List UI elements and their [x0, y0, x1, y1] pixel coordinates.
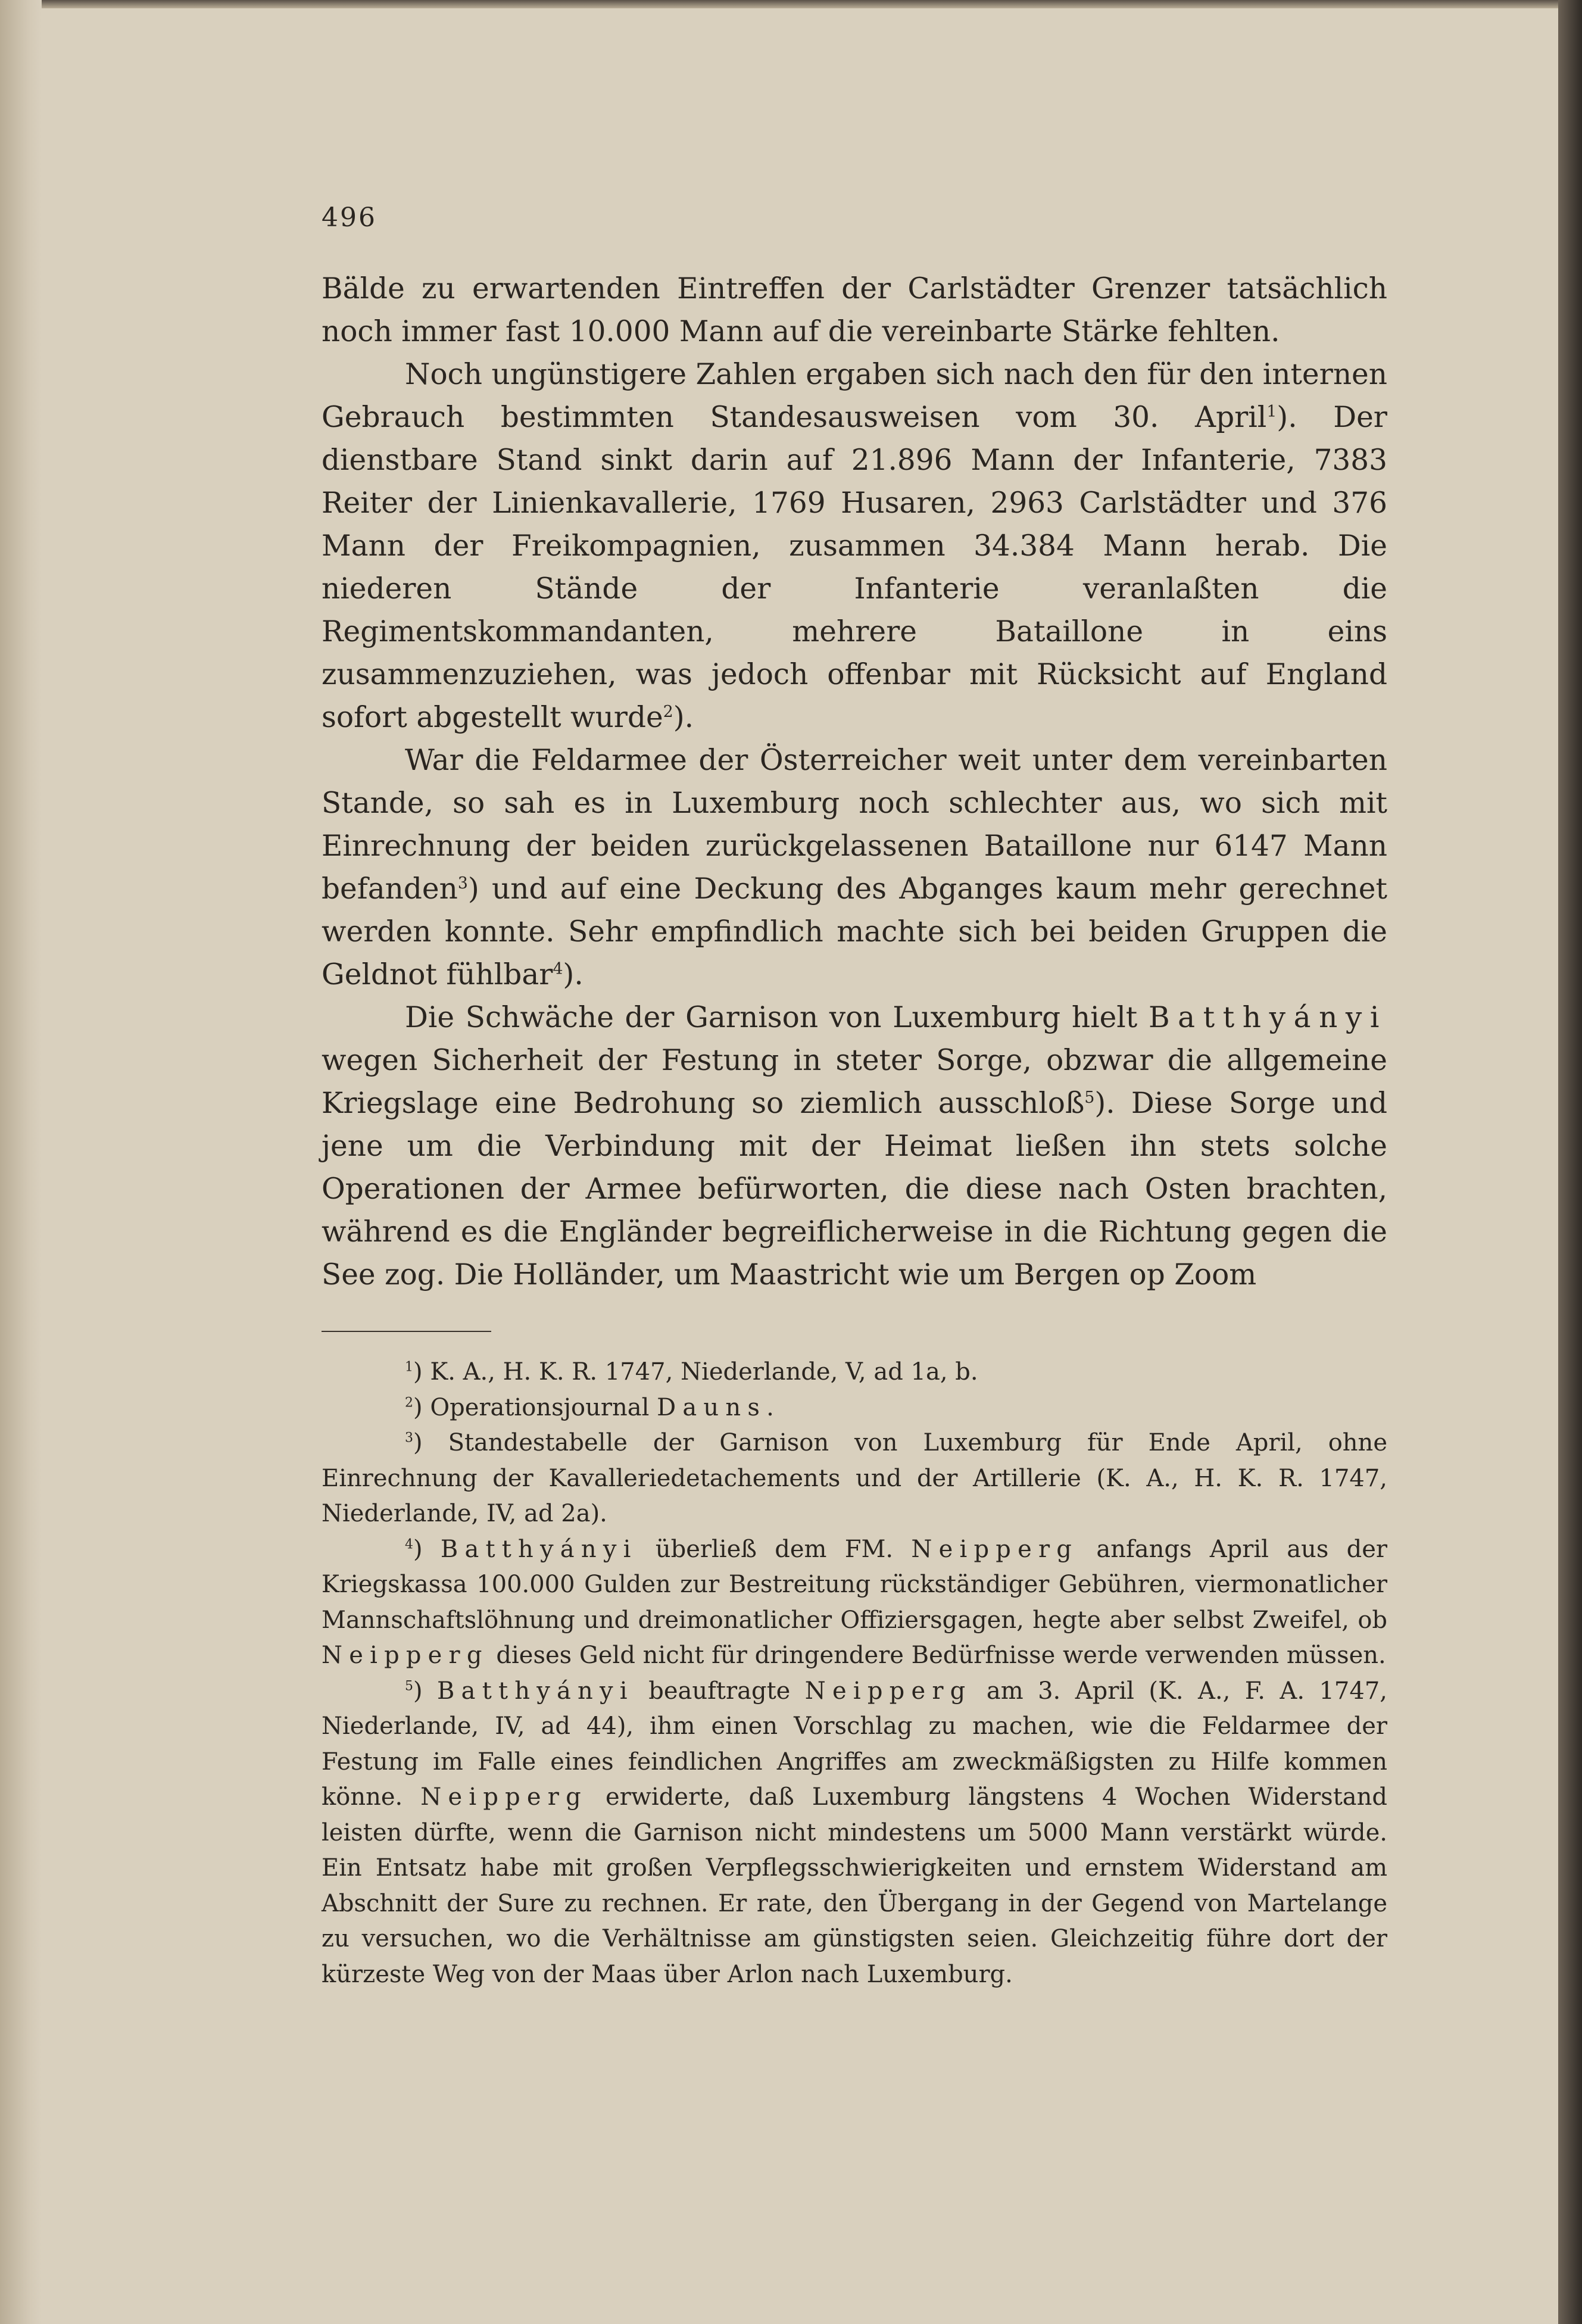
footnote-ref-1[interactable]: 1	[1266, 402, 1277, 421]
footnote-ref-3[interactable]: 3	[457, 874, 468, 893]
person-name: Batthyányi	[437, 1677, 634, 1705]
page-number: 496	[322, 202, 377, 233]
footnote-ref-4[interactable]: 4	[553, 959, 563, 978]
paragraph-1: Bälde zu erwartenden Eintreffen der Carlstädter Grenzer tatsächlich noch immer fast 10.000 Mann auf die vereinbarte Stärke fehlten.	[322, 272, 1387, 348]
footnote-divider	[322, 1331, 491, 1332]
paragraph-4: Die Schwäche der Garnison von Luxemburg hielt Batthyányi wegen Sicherheit der Festung in steter Sorge, obzwar die allgemeine Kriegslage eine Bedrohung so ziemlich ausschloß$^5$). Diese Sorge und jene um die Verbindung mit der Heimat ließen ihn stets solche Operationen der Armee befürworten, die diese nach Osten brachten, während es die Engländer begreiflicherweise in die Richtung gegen die See zog. Die Holländer, um Maastricht wie um Bergen op Zoom	[322, 1001, 1387, 1292]
scan-edge-top	[0, 0, 1582, 8]
footnote-ref-2[interactable]: 2	[663, 702, 673, 721]
footnote-5: $^5$) Batthyányi beauftragte Neipperg am 3. April (K. A., F. A. 1747, Niederlande, IV, ad 44), ihm einen Vorschlag zu machen, wie die Feldarmee der Festung im Falle eines feindlichen Angriffes am zweckmäßigsten zu Hilfe kommen könne. Neipperg erwiderte, daß Luxemburg längstens 4 Wochen Widerstand leisten dürfte, wenn die Garnison nicht mindestens um 5000 Mann verstärkt würde. Ein Entsatz habe mit großen Verpflegsschwierigkeiten und ernstem Widerstand am Abschnitt der Sure zu rechnen. Er rate, den Übergang in der Gegend von Martelange zu versuchen, wo die Verhältnisse am günstigsten seien. Gleichzeitig führe dort der kürzeste Weg von der Maas über Arlon nach Luxemburg.	[322, 1677, 1387, 1988]
scan-edge-right	[1558, 0, 1582, 2324]
footnote-3: $^3$) Standestabelle der Garnison von Luxemburg für Ende April, ohne Einrechnung der Kavalleriedetachements und der Artillerie (K. A., H. K. R. 1747, Niederlande, IV, ad 2a).	[322, 1429, 1387, 1527]
person-name: Batthyányi	[440, 1535, 638, 1563]
paragraph-3: War die Feldarmee der Österreicher weit unter dem vereinbarten Stande, so sah es in Luxemburg noch schlechter aus, wo sich mit Einrechnung der beiden zurückgelassenen Bataillone nur 6147 Mann befanden$^3$) und auf eine Deckung des Abganges kaum mehr gerechnet werden konnte. Sehr empfindlich machte sich bei beiden Gruppen die Geldnot fühlbar$^4$).	[322, 744, 1387, 991]
footnote-1: $^1$) K. A., H. K. R. 1747, Niederlande, V, ad 1a, b.	[405, 1358, 978, 1386]
person-name: Neipperg	[911, 1535, 1079, 1563]
footnote-4: $^4$) Batthyányi überließ dem FM. Neipperg anfangs April aus der Kriegskassa 100.000 Gulden zur Bestreitung rückständiger Gebühren, viermonatlicher Mannschaftslöhnung und dreimonatlicher Offiziersgagen, hegte aber selbst Zweifel, ob Neipperg dieses Geld nicht für dringendere Bedürfnisse werde verwenden müssen.	[322, 1535, 1387, 1669]
person-name: Neipperg	[420, 1783, 588, 1811]
scan-edge-left	[0, 0, 42, 2324]
page	[322, 202, 1387, 1992]
footnote-2: $^2$) Operationsjournal Dauns.	[405, 1393, 774, 1421]
person-name: Neipperg	[804, 1677, 972, 1705]
person-name: Dauns	[657, 1393, 767, 1421]
main-text	[322, 267, 1387, 1296]
footnote-ref-5[interactable]: 5	[1084, 1088, 1095, 1107]
person-name: Neipperg	[322, 1642, 489, 1669]
footnotes	[322, 1355, 1387, 1992]
paragraph-2: Noch ungünstigere Zahlen ergaben sich nach den für den internen Gebrauch bestimmten Standesausweisen vom 30. April$^1$). Der dienstbare Stand sinkt darin auf 21.896 Mann der Infanterie, 7383 Reiter der Linienkavallerie, 1769 Husaren, 2963 Carlstädter und 376 Mann der Freikompagnien, zusammen 34.384 Mann herab. Die niederen Stände der Infanterie veranlaßten die Regimentskommandanten, mehrere Bataillone in eins zusammenzuziehen, was jedoch offenbar mit Rücksicht auf England sofort abgestellt wurde$^2$).	[322, 358, 1387, 734]
person-name: Batthyányi	[1148, 1001, 1387, 1034]
